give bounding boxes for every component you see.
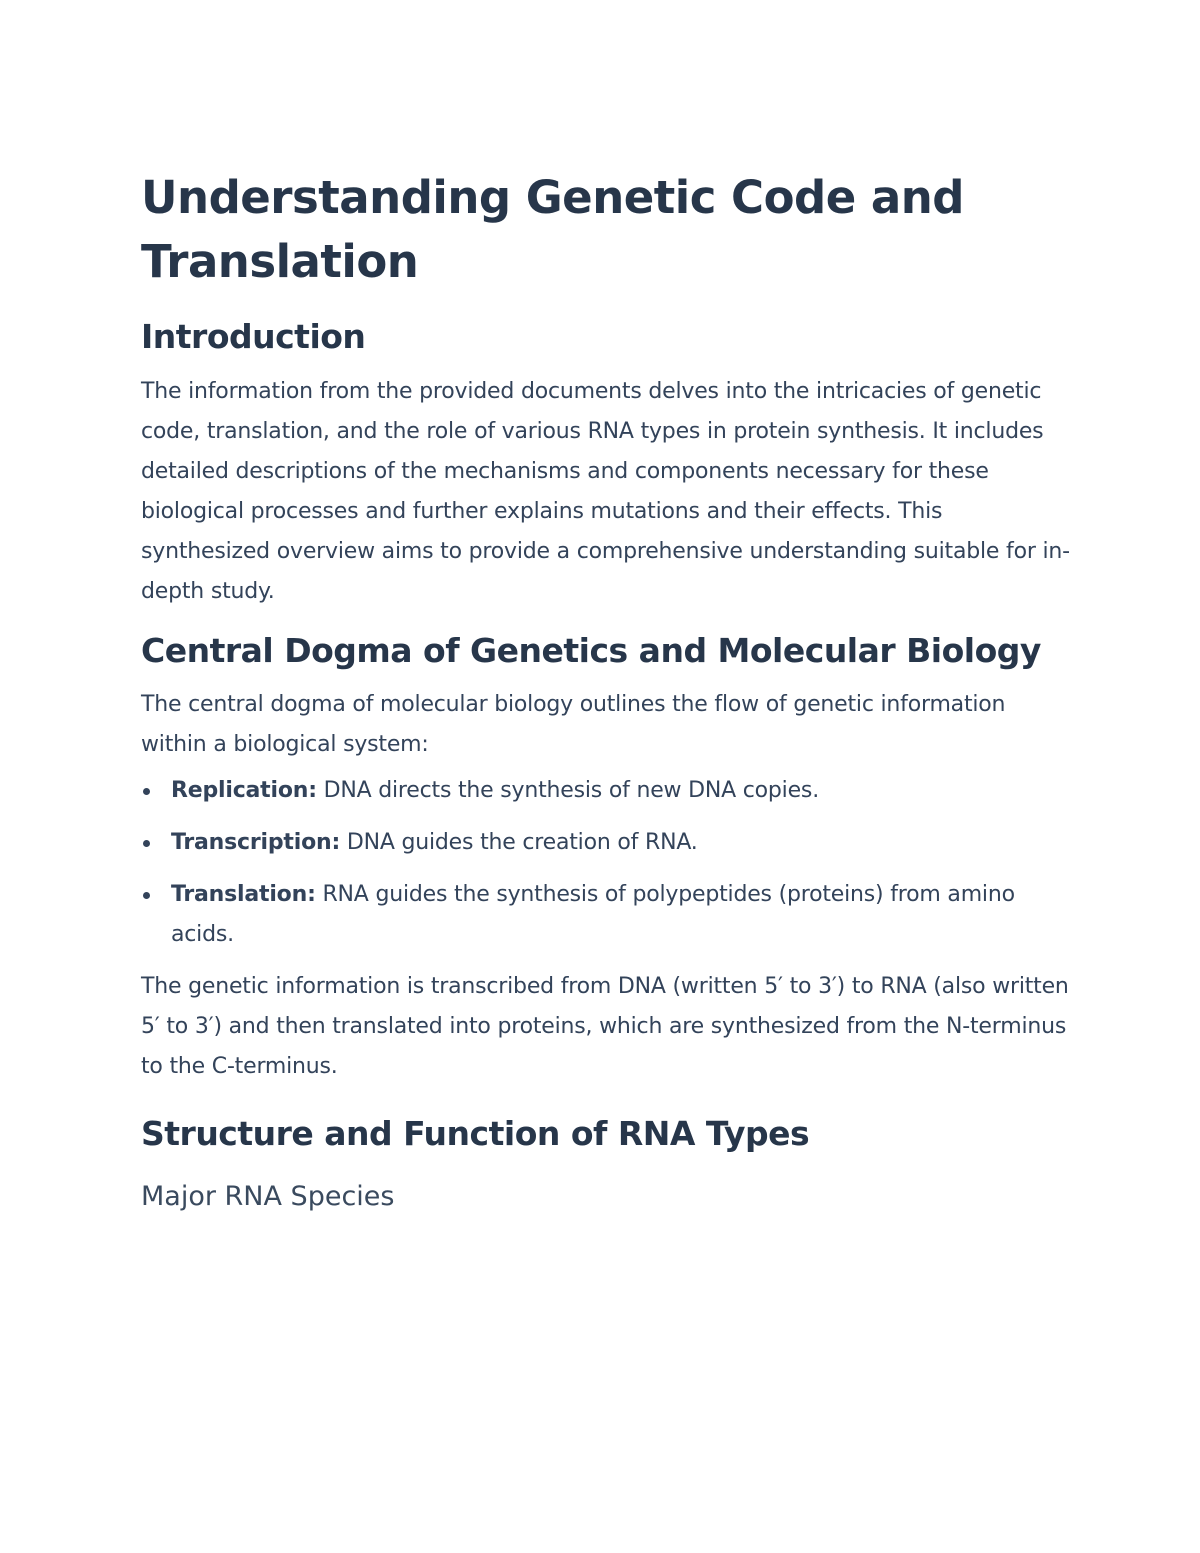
list-item-text: DNA guides the creation of RNA.	[346, 830, 698, 855]
list-item-text: RNA guides the synthesis of polypeptides (proteins) from amino acids.	[171, 882, 1015, 947]
central-dogma-paragraph: The central dogma of molecular biology outlines the flow of genetic information within a biological system:	[141, 692, 1006, 757]
genetic-flow-paragraph: The genetic information is transcribed from DNA (written 5′ to 3′) to RNA (also written 5′ to 3′) and then translated into proteins, which are synthesized from the N-terminus to the C-terminus.	[141, 974, 1069, 1079]
bullet-icon	[143, 788, 150, 795]
document-page	[141, 166, 1071, 1217]
major-rna-species-subheading: Major RNA Species	[141, 1181, 395, 1212]
list-item-term: Translation:	[171, 882, 316, 907]
list-item-term: Transcription:	[171, 830, 341, 855]
bullet-icon	[143, 840, 150, 847]
central-dogma-list	[141, 771, 1071, 955]
list-item-translation	[141, 875, 1071, 955]
list-item-text: DNA directs the synthesis of new DNA copies.	[323, 778, 819, 803]
list-item-term: Replication:	[171, 778, 317, 803]
document-title: Understanding Genetic Code and Translation	[141, 171, 964, 288]
introduction-heading: Introduction	[141, 317, 366, 356]
list-item-replication	[141, 771, 1071, 811]
list-item-transcription	[141, 823, 1071, 863]
central-dogma-heading: Central Dogma of Genetics and Molecular Biology	[141, 631, 1041, 670]
rna-types-heading: Structure and Function of RNA Types	[141, 1114, 810, 1153]
bullet-icon	[143, 892, 150, 899]
introduction-paragraph: The information from the provided documents delves into the intricacies of genetic code, translation, and the role of various RNA types in protein synthesis. It includes detailed descriptions of the mechanisms and components necessary for these biological processes and further explains mutations and their effects. This synthesized overview aims to provide a comprehensive understanding suitable for in-depth study.	[141, 379, 1070, 604]
